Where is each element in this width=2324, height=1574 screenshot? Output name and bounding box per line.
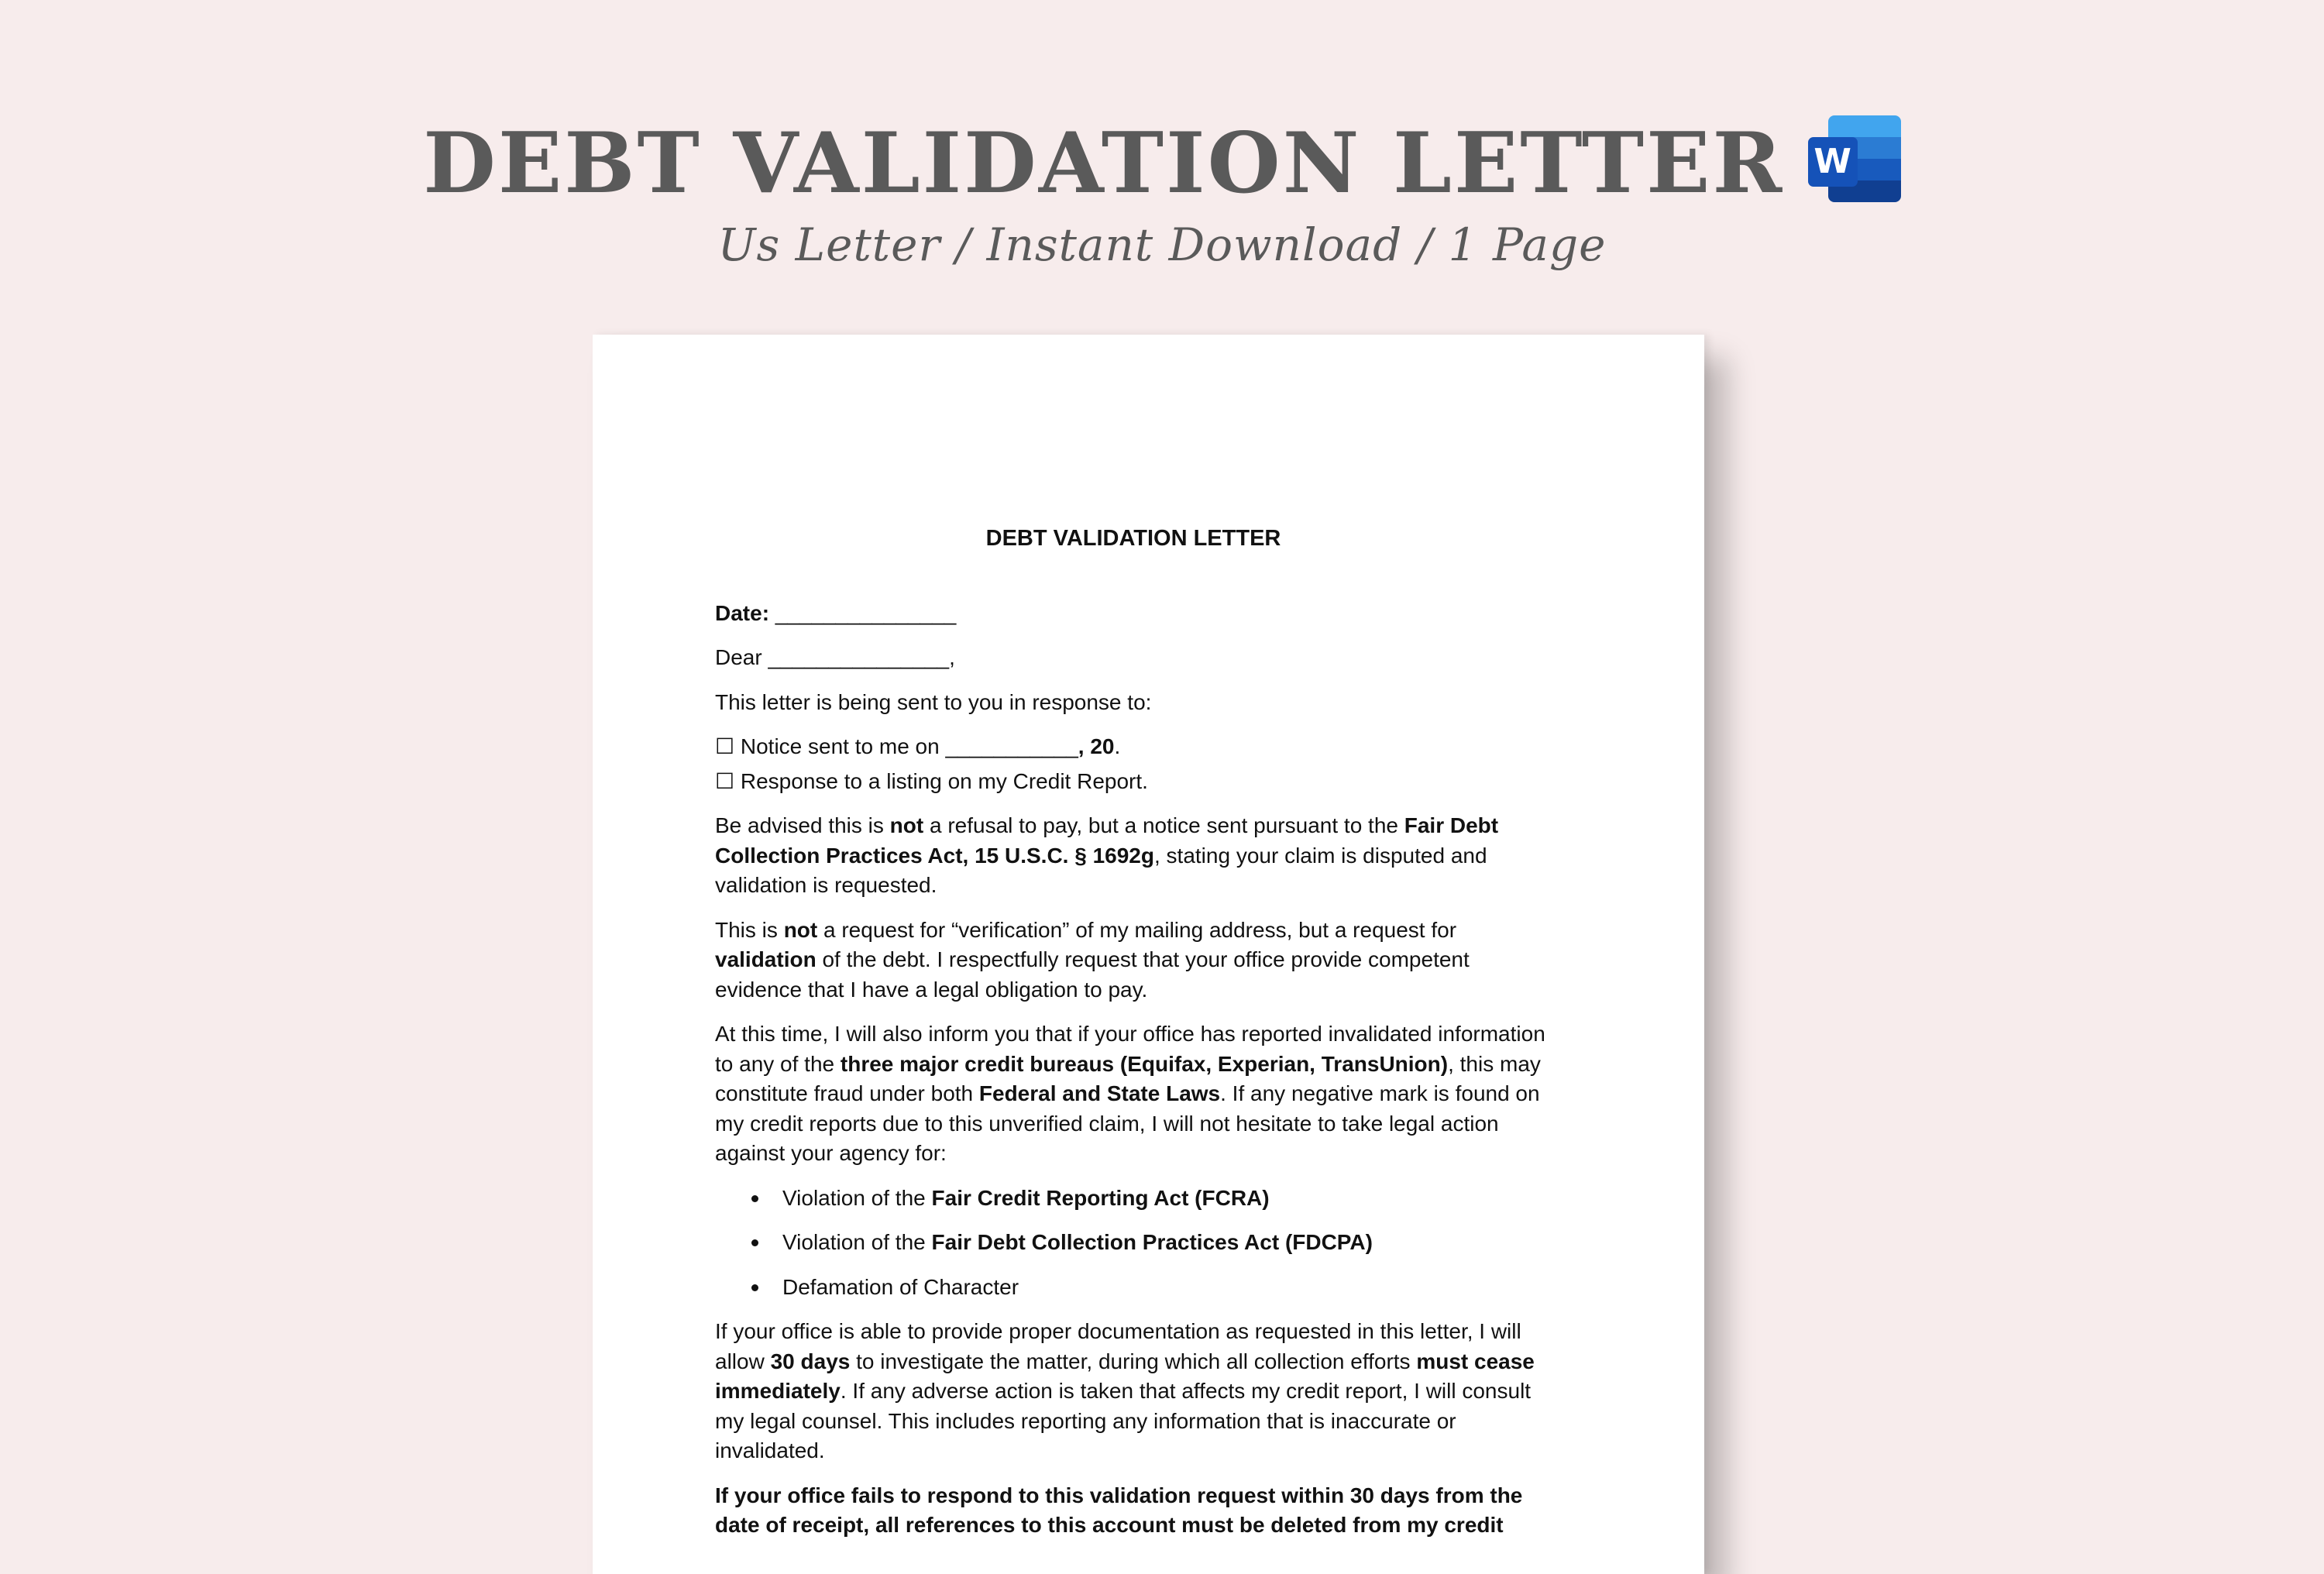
- checkbox-option-credit-report: ☐ Response to a listing on my Credit Report.: [715, 768, 1148, 793]
- microsoft-word-icon: [1808, 115, 1901, 202]
- list-item: Violation of the Fair Credit Reporting Act (FCRA): [782, 1184, 1552, 1214]
- list-item: Defamation of Character: [782, 1273, 1552, 1303]
- product-banner: [0, 0, 2324, 325]
- checkbox-option-notice: ☐ Notice sent to me on ___________, 20.: [715, 734, 1121, 758]
- banner-title-row: [0, 115, 2324, 212]
- paragraph-credit-bureaus: At this time, I will also inform you that if your office has reported invalidated information to any of the three major credit bureaus (Equifax, Experian, TransUnion), this may constitute fraud under both Federal and State Laws. If any negative mark is found on my credit reports due to this unverified claim, I will not hesitate to take legal action against your agency for:: [715, 1022, 1545, 1165]
- paragraph-deletion-demand: If your office fails to respond to this validation request within 30 days from the date of receipt, all references to this account must be deleted from my credit: [715, 1483, 1523, 1537]
- paragraph-validation-request: This is not a request for “verification” of my mailing address, but a request for validation of the debt. I respectfully request that your office provide competent evidence that I have a legal obligation to pay.: [715, 917, 1470, 1002]
- violation-list: [715, 1184, 1552, 1303]
- paragraph-not-refusal: Be advised this is not a refusal to pay, but a notice sent pursuant to the Fair Debt Collection Practices Act, 15 U.S.C. § 1692g, stating your claim is disputed and validation is requested.: [715, 813, 1499, 897]
- recipient-blank: _______________: [768, 645, 950, 669]
- letter-body: [715, 524, 1552, 1555]
- checkbox-icon: ☐: [715, 768, 735, 793]
- notice-date-blank: ___________: [945, 734, 1078, 758]
- letter-heading: DEBT VALIDATION LETTER: [985, 526, 1281, 551]
- paragraph-30-days: If your office is able to provide proper documentation as requested in this letter, I will allow 30 days to investigate the matter, during which all collection efforts must cease immediately. If any adverse action is taken that affects my credit report, I will consult my legal counsel. This includes reporting any information that is inaccurate or invalidated.: [715, 1319, 1535, 1462]
- word-icon-letter: W: [1808, 137, 1858, 187]
- banner-title: DEBT VALIDATION LETTER: [423, 115, 1785, 212]
- list-item: Violation of the Fair Debt Collection Practices Act (FDCPA): [782, 1228, 1552, 1258]
- date-blank: _______________: [775, 600, 957, 625]
- date-line: Date: _______________: [715, 600, 957, 625]
- checkbox-icon: ☐: [715, 734, 735, 758]
- salutation: Dear _______________,: [715, 645, 955, 669]
- intro-text: This letter is being sent to you in response to:: [715, 689, 1152, 714]
- banner-subtitle: Us Letter / Instant Download / 1 Page: [717, 218, 1607, 271]
- document-page: [593, 335, 1704, 1574]
